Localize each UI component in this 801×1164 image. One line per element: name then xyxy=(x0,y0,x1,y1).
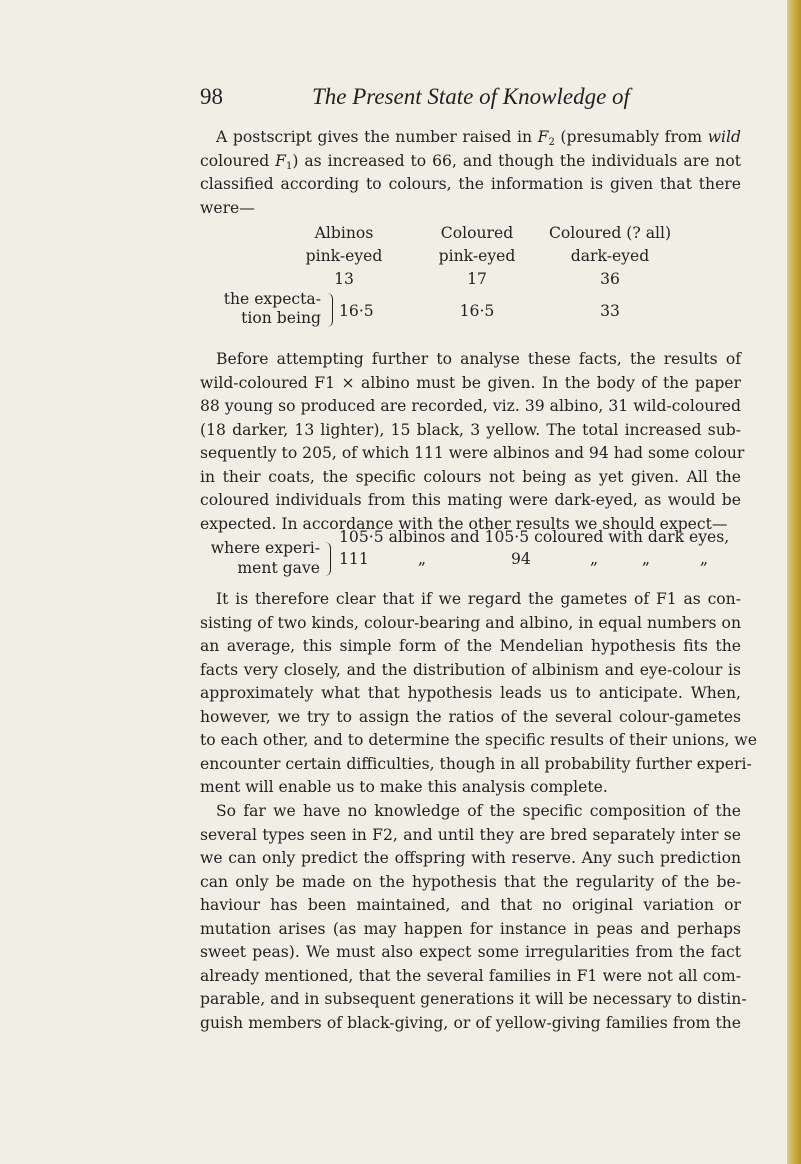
text-line: haviour has been maintained, and that no original variation or xyxy=(200,896,741,914)
text-line: (18 darker, 13 lighter), 15 black, 3 yellow. The total increased sub- xyxy=(200,420,741,439)
text-line: expected. In accordance with the other results we should expect— xyxy=(200,514,728,533)
page-edge xyxy=(787,0,801,1164)
text-line: guish members of black-giving, or of yellow-giving families from the xyxy=(200,1013,741,1032)
paragraph-4 xyxy=(200,800,747,1035)
right-brace xyxy=(324,542,331,576)
text-line: mutation arises (as may happen for instance in peas and perhaps xyxy=(200,919,741,938)
text-line: sisting of two kinds, colour-bearing and albino, in equal numbers on xyxy=(200,613,741,632)
paragraph-1 xyxy=(200,126,741,220)
text-line: ment will enable us to make this analysis complete. xyxy=(200,778,608,796)
paragraph-2 xyxy=(200,348,745,536)
col-coloured-dark: Coloured (? all) dark-eyed 36 xyxy=(548,224,672,288)
expected-coloured-dark: 33 xyxy=(600,302,620,320)
observed-albinos: 111 xyxy=(339,550,369,568)
right-brace xyxy=(326,293,333,327)
text-line: A postscript gives the number raised in $F_2$ (presumably from wild xyxy=(216,128,741,148)
text-line: however, we try to assign the ratios of the several colour-gametes xyxy=(200,707,741,726)
text-line: in their coats, the specific colours not being as yet given. All the xyxy=(200,467,741,486)
ditto-mark: „ xyxy=(590,550,599,568)
text-line: we can only predict the offspring with reserve. Any such prediction xyxy=(200,849,741,867)
ditto-mark: „ xyxy=(418,550,427,568)
row-label-experiment: where experi- ment gave xyxy=(210,539,320,577)
text-line: facts very closely, and the distribution of albinism and eye-colour is xyxy=(200,660,741,679)
text-line: can only be made on the hypothesis that the regularity of the be- xyxy=(200,872,741,891)
text-line: 88 young so produced are recorded, viz. 39 albino, 31 wild-coloured xyxy=(200,397,741,415)
text-line: sequently to 205, of which 111 were albinos and 94 had some colour xyxy=(200,444,745,462)
expected-coloured-pink: 16·5 xyxy=(459,302,495,320)
row-label-expectation: the expecta- tion being xyxy=(223,290,321,327)
expected-line: 105·5 albinos and 105·5 coloured with dark eyes, xyxy=(339,528,730,546)
text-line: encounter certain difficulties, though in all probability further experi- xyxy=(200,754,752,773)
col-albinos: Albinos pink-eyed 13 xyxy=(305,224,383,288)
text-line: parable, and in subsequent generations it will be necessary to distin- xyxy=(200,990,747,1008)
text-line: It is therefore clear that if we regard the gametes of F1 as con- xyxy=(216,590,741,608)
text-line: Before attempting further to analyse these facts, the results of xyxy=(216,350,741,368)
text-line: So far we have no knowledge of the specific composition of the xyxy=(216,802,741,820)
text-line: to each other, and to determine the specific results of their unions, we xyxy=(200,731,758,749)
text-line: wild-coloured F1 × albino must be given. In the body of the paper xyxy=(200,373,741,392)
col-coloured-pink: Coloured pink-eyed 17 xyxy=(438,224,516,288)
running-title: The Present State of Knowledge of xyxy=(312,84,630,109)
text-line: sweet peas). We must also expect some irregularities from the fact xyxy=(200,943,741,961)
text-line: approximately what that hypothesis leads us to anticipate. When, xyxy=(200,684,741,702)
ditto-mark: „ xyxy=(700,550,709,568)
text-line: already mentioned, that the several families in F1 were not all com- xyxy=(200,966,741,985)
expected-albinos: 16·5 xyxy=(339,302,374,320)
text-line: coloured individuals from this mating were dark-eyed, as would be xyxy=(200,491,741,509)
running-header xyxy=(200,84,760,114)
paragraph-3 xyxy=(200,588,758,800)
text-line: were— xyxy=(200,198,255,217)
text-line: several types seen in F2, and until they are bred separately inter se xyxy=(200,825,741,844)
observed-coloured: 94 xyxy=(511,550,531,568)
text-line: coloured $F_1$) as increased to 66, and though the individuals are not xyxy=(200,151,741,172)
page-number: 98 xyxy=(200,84,223,109)
text-line: an average, this simple form of the Mendelian hypothesis fits the xyxy=(200,637,741,655)
text-line: classified according to colours, the information is given that there xyxy=(200,175,741,193)
ditto-mark: „ xyxy=(642,550,651,568)
